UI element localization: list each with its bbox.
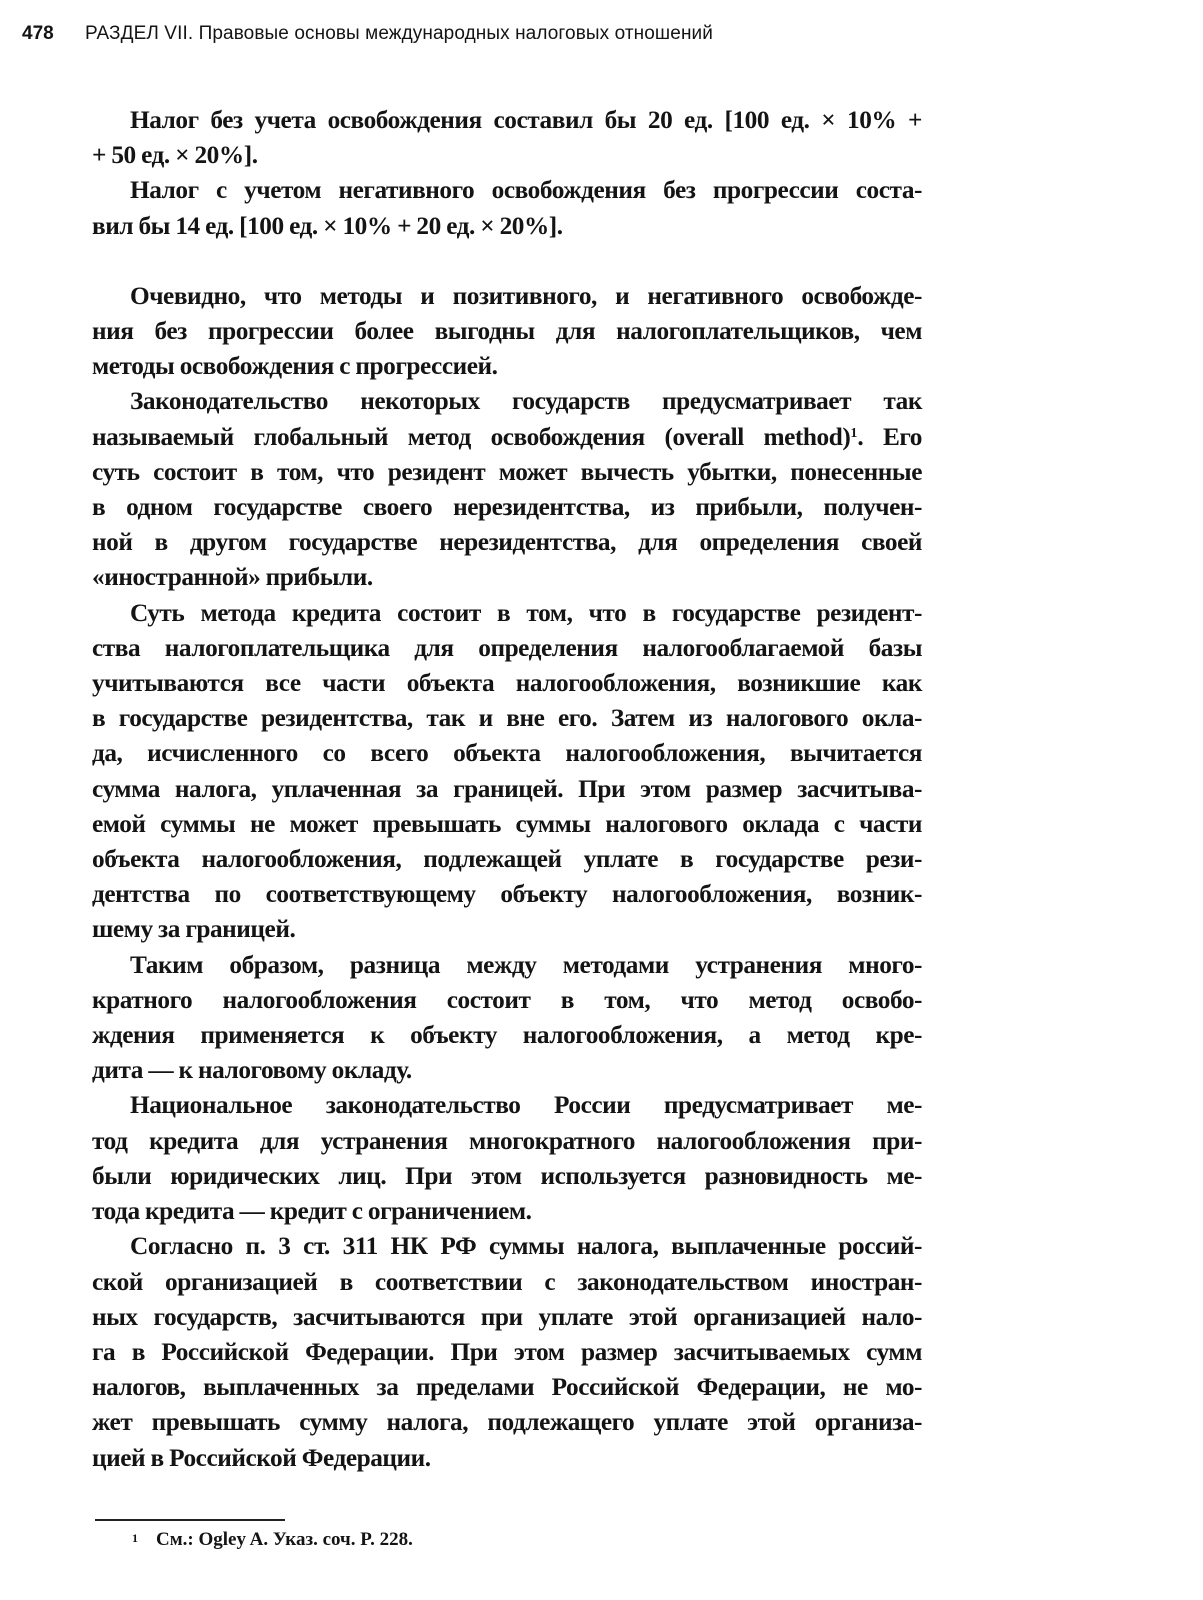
footnote-reference[interactable]: 1	[850, 425, 858, 441]
example-block	[92, 103, 922, 244]
paragraph-line: ной в другом государстве нерезидентства, для определения своей	[92, 528, 922, 557]
paragraph-line-tail: . Его	[857, 422, 922, 451]
main-text	[92, 103, 922, 1476]
paragraph-line: учитываются все части объекта налогообложения, возникшие как	[92, 669, 922, 698]
paragraph-line: жет превышать сумму налога, подлежащего уплате этой организа-	[92, 1408, 922, 1437]
paragraph-line: да, исчисленного со всего объекта налогообложения, вычитается	[92, 739, 922, 768]
paragraph-line: Законодательство некоторых государств предусматривает так	[130, 387, 922, 416]
paragraph-line: ных государств, засчитываются при уплате этой организацией нало-	[92, 1302, 922, 1331]
paragraph-line: Очевидно, что методы и позитивного, и негативного освобожде-	[130, 281, 922, 310]
paragraph-line: методы освобождения с прогрессией.	[92, 352, 498, 381]
paragraph-line: кратного налогообложения состоит в том, что метод освобо-	[92, 985, 922, 1014]
paragraph-line: Согласно п. 3 ст. 311 НК РФ суммы налога, выплаченные россий-	[130, 1232, 922, 1261]
paragraph-line: ства налогоплательщика для определения налогооблагаемой базы	[92, 633, 922, 662]
paragraph-exemption-comparison	[92, 279, 922, 385]
paragraph-line: ской организацией в соответствии с законодательством иностран-	[92, 1267, 922, 1296]
running-head	[22, 22, 922, 46]
example-line: вил бы 14 ед. [100 ед. × 10% + 20 ед. × 20%].	[92, 211, 563, 240]
paragraph-methods-difference	[92, 948, 922, 1089]
paragraph-line: Таким образом, разница между методами устранения много-	[130, 950, 922, 979]
paragraph-line: Суть метода кредита состоит в том, что в государстве резидент-	[130, 598, 922, 627]
footnote-divider	[95, 1519, 285, 1521]
paragraph-russian-legislation	[92, 1088, 922, 1229]
paragraph-line: тода кредита — кредит с ограничением.	[92, 1197, 532, 1226]
footnote	[132, 1528, 413, 1552]
paragraph-line: емой суммы не может превышать суммы налогового оклада с части	[92, 809, 922, 838]
paragraph-line: в государстве резидентства, так и вне его. Затем из налогового окла-	[92, 704, 922, 733]
page-number: 478	[22, 23, 54, 44]
paragraph-line: ния без прогрессии более выгодны для налогоплательщиков, чем	[92, 317, 922, 346]
paragraph-line	[92, 420, 922, 455]
paragraph-line: объекта налогообложения, подлежащей уплате в государстве рези-	[92, 845, 922, 874]
footnote-text: См.: Ogley A. Указ. соч. P. 228.	[156, 1529, 413, 1550]
paragraph-line: дентства по соответствующему объекту налогообложения, возник-	[92, 880, 922, 909]
paragraph-line: ждения применяется к объекту налогообложения, а метод кре-	[92, 1021, 922, 1050]
paragraph-line: сумма налога, уплаченная за границей. При этом размер засчитыва-	[92, 774, 922, 803]
paragraph-line: Национальное законодательство России предусматривает ме-	[130, 1091, 922, 1120]
section-title: РАЗДЕЛ VII. Правовые основы международных налоговых отношений	[84, 23, 713, 44]
paragraph-line: га в Российской Федерации. При этом размер засчитываемых сумм	[92, 1337, 922, 1366]
paragraph-line: в одном государстве своего нерезидентства, из прибыли, получен-	[92, 493, 922, 522]
example-line: Налог без учета освобождения составил бы 20 ед. [100 ед. × 10% +	[130, 106, 922, 134]
paragraph-line: были юридических лиц. При этом используется разновидность ме-	[92, 1161, 922, 1190]
paragraph-line: шему за границей.	[92, 915, 296, 944]
paragraph-line: налогов, выплаченных за пределами Российской Федерации, не мо-	[92, 1373, 922, 1402]
paragraph-tax-code-311	[92, 1229, 922, 1475]
paragraph-line: суть состоит в том, что резидент может вычесть убытки, понесенные	[92, 457, 922, 486]
example-line: + 50 ед. × 20%].	[92, 141, 258, 170]
paragraph-line: дита — к налоговому окладу.	[92, 1056, 412, 1085]
paragraph-line: «иностранной» прибыли.	[92, 563, 373, 592]
paragraph-overall-method	[92, 384, 922, 595]
paragraph-line-text: называемый глобальный метод освобождения (overall method)	[92, 422, 851, 451]
paragraph-credit-method	[92, 596, 922, 948]
paragraph-gap	[92, 244, 922, 279]
example-line: Налог с учетом негативного освобождения без прогрессии соста-	[130, 176, 922, 205]
footnote-mark: 1	[132, 1531, 138, 1545]
paragraph-line: цией в Российской Федерации.	[92, 1443, 431, 1472]
paragraph-line: тод кредита для устранения многократного налогообложения при-	[92, 1126, 922, 1155]
